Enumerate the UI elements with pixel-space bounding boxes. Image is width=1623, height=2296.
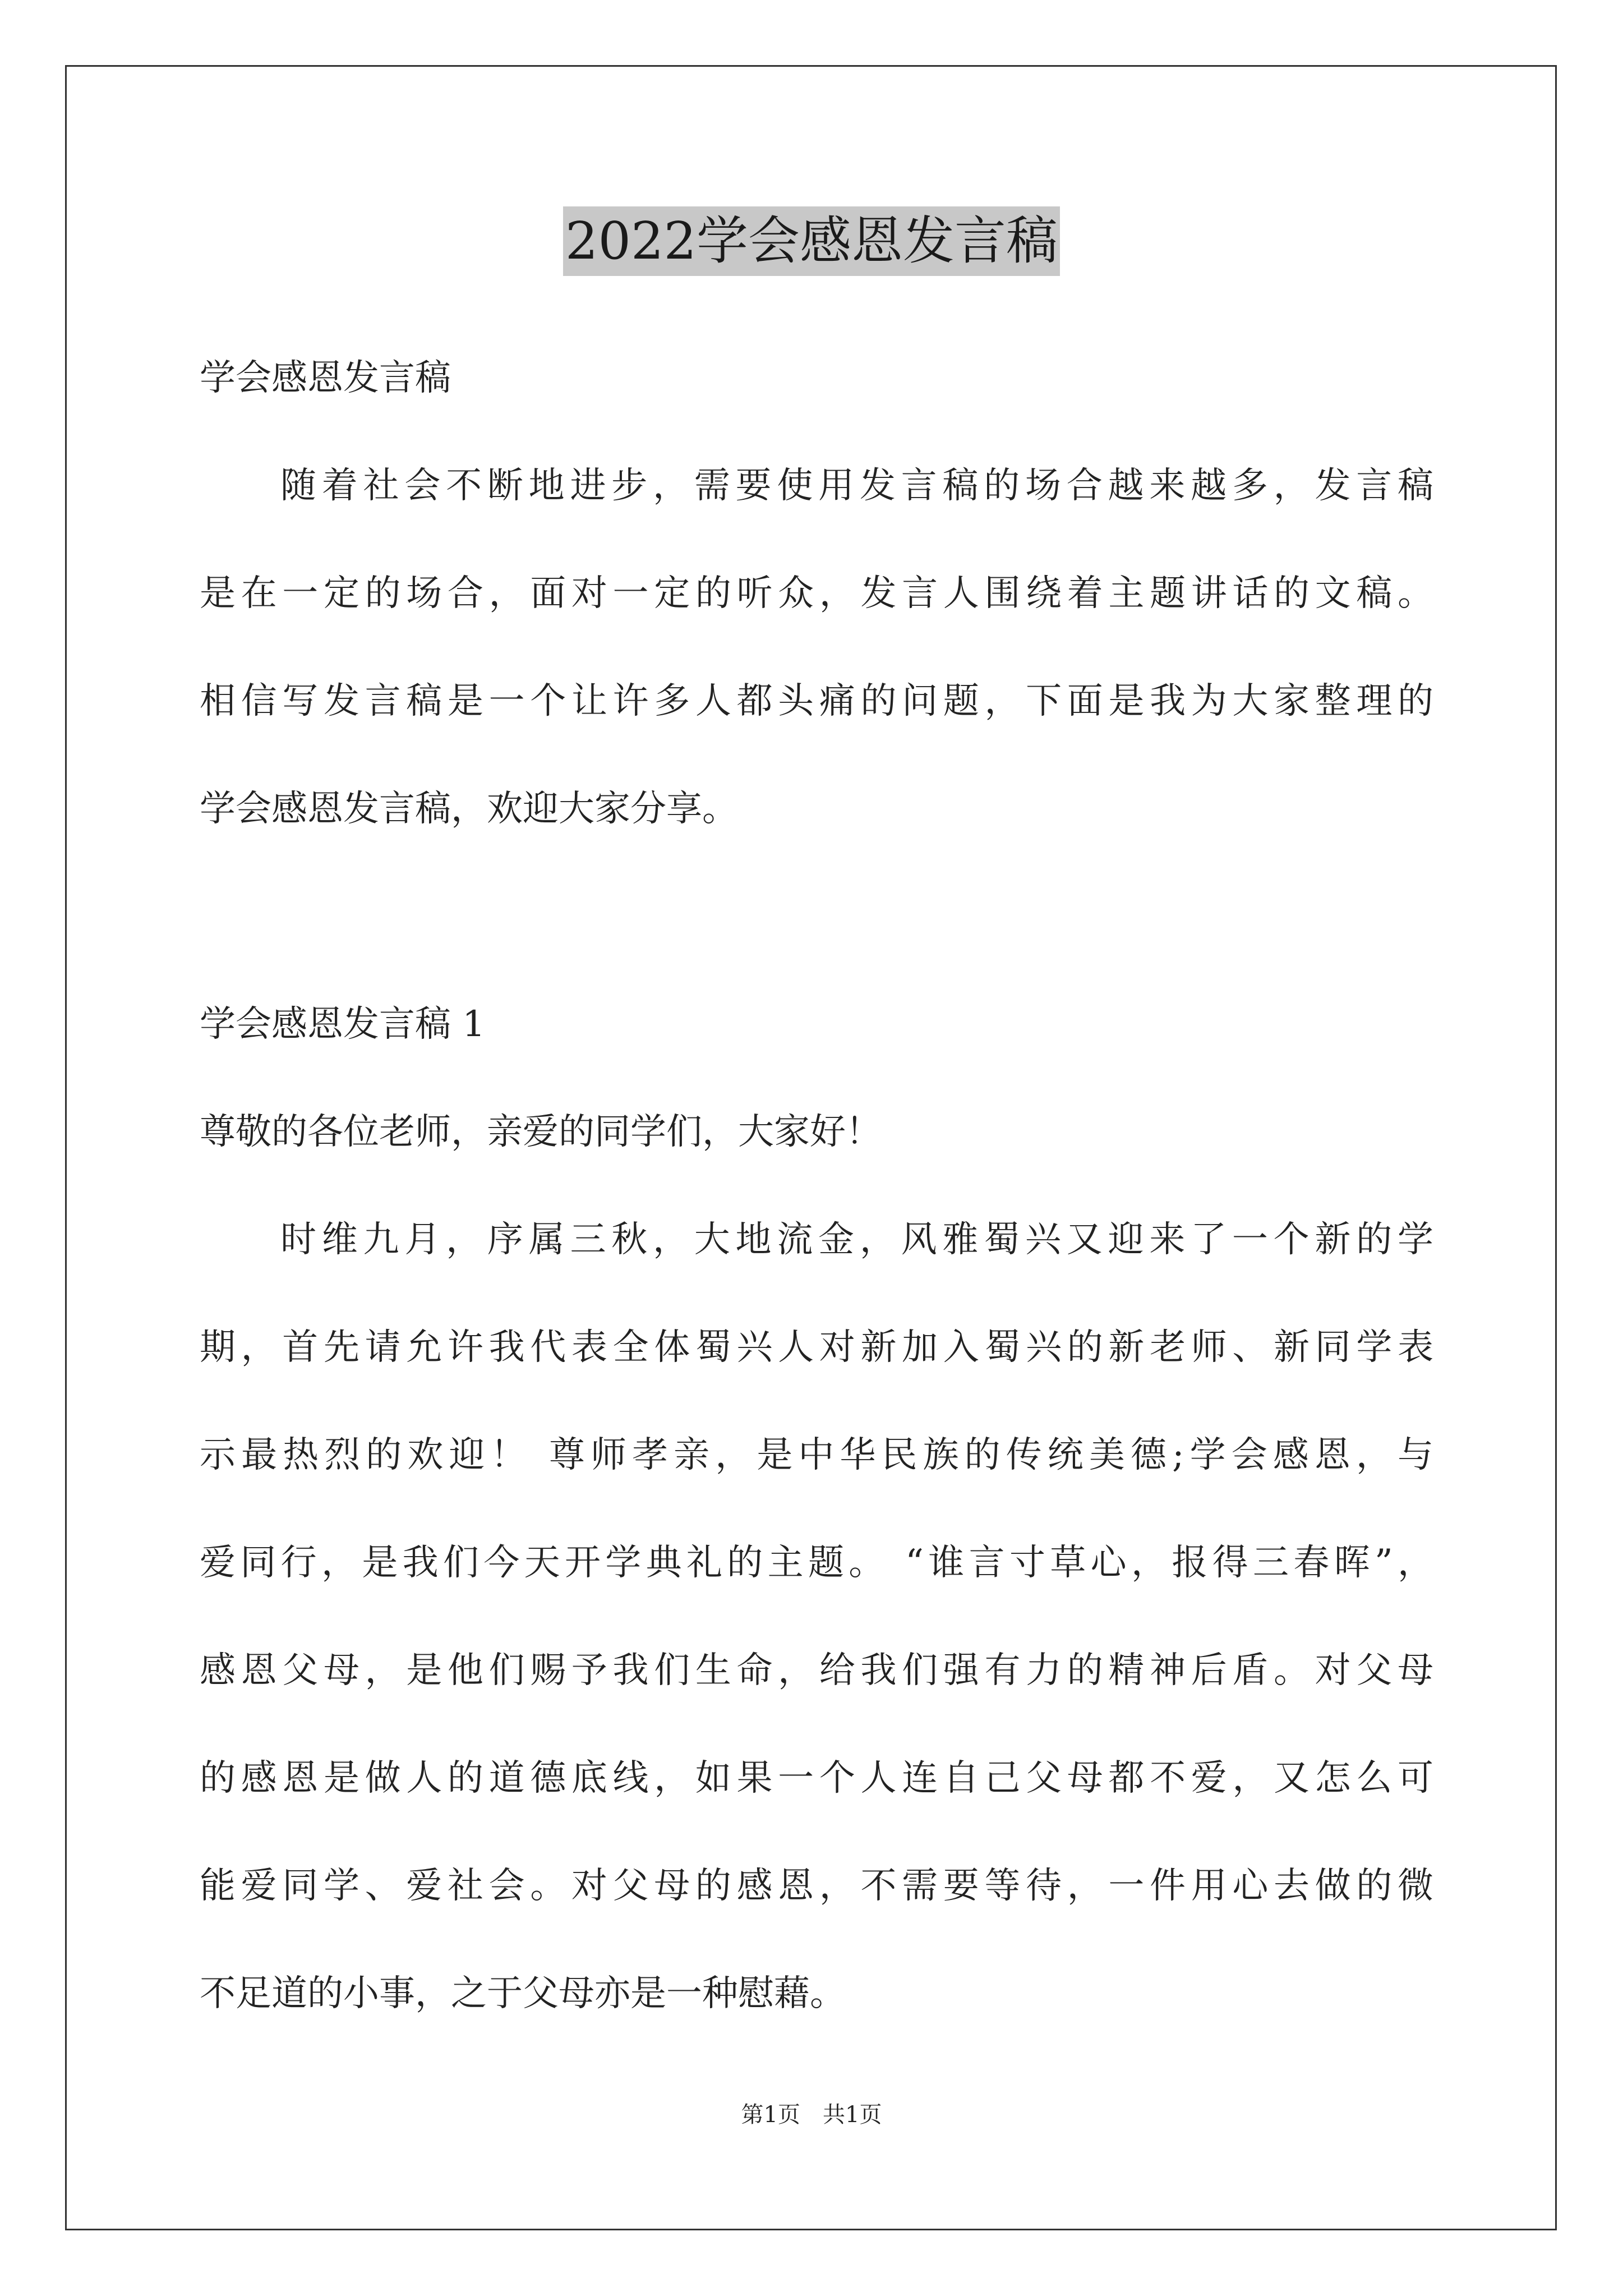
title-container <box>0 206 1623 276</box>
body-line-5: 感恩父母，是他们赐予我们生命，给我们强有力的精神后盾。对父母 <box>200 1650 1433 1691</box>
body-line-8: 不足道的小事，之于父母亦是一种慰藉。 <box>200 1973 846 2014</box>
body-line-2: 期，首先请允许我代表全体蜀兴人对新加入蜀兴的新老师、新同学表 <box>200 1327 1433 1368</box>
body-line-4: 爱同行，是我们今天开学典礼的主题。 “谁言寸草心，报得三春晖”， <box>200 1542 1433 1584</box>
section-heading: 学会感恩发言稿 1 <box>200 1004 486 1045</box>
body-line-7: 能爱同学、爱社会。对父母的感恩，不需要等待，一件用心去做的微 <box>200 1865 1433 1907</box>
intro-line-2: 是在一定的场合，面对一定的听众，发言人围绕着主题讲话的文稿。 <box>200 573 1433 614</box>
page-footer: 第1页 共1页 <box>741 2102 882 2128</box>
document-title: 2022学会感恩发言稿 <box>563 206 1060 276</box>
body-line-1: 时维九月，序属三秋，大地流金，风雅蜀兴又迎来了一个新的学 <box>280 1219 1433 1260</box>
intro-line-1: 随着社会不断地进步，需要使用发言稿的场合越来越多，发言稿 <box>280 465 1433 507</box>
body-line-3: 示最热烈的欢迎！ 尊师孝亲，是中华民族的传统美德;学会感恩，与 <box>200 1434 1433 1476</box>
greeting: 尊敬的各位老师，亲爱的同学们，大家好！ <box>200 1111 882 1153</box>
body-line-6: 的感恩是做人的道德底线，如果一个人连自己父母都不爱，又怎么可 <box>200 1757 1433 1799</box>
subtitle: 学会感恩发言稿 <box>200 357 451 399</box>
intro-line-3: 相信写发言稿是一个让许多人都头痛的问题，下面是我为大家整理的 <box>200 680 1433 722</box>
intro-line-4: 学会感恩发言稿，欢迎大家分享。 <box>200 788 738 830</box>
